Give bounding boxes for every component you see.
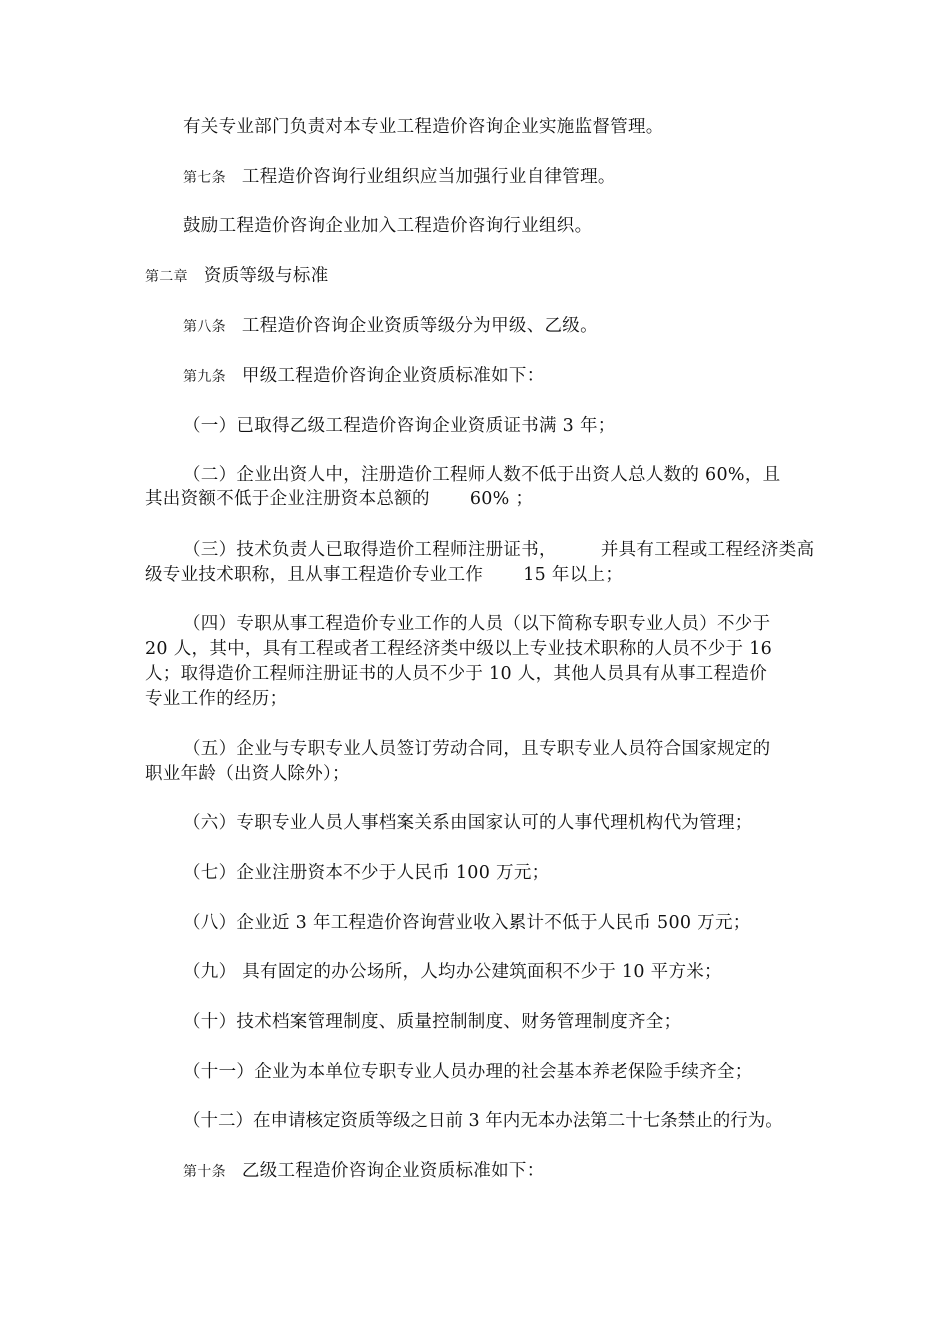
item-4-line-2 [145,637,772,661]
item-text: 人；取得造价工程师注册证书的人员不少于 10 人，其他人员具有从事工程造价 [145,664,767,684]
article-9 [183,364,545,389]
item-6 [183,811,753,835]
item-text: 专业工作的经历； [145,689,288,709]
paragraph-text: 鼓励工程造价咨询企业加入工程造价咨询行业组织。 [183,216,593,236]
item-7 [183,861,549,885]
item-2-line-2 [145,487,533,511]
item-10 [183,1010,681,1034]
item-text: （三）技术负责人已取得造价工程师注册证书， [183,540,557,560]
article-text: 甲级工程造价咨询企业资质标准如下： [241,366,545,386]
chapter-title: 资质等级与标准 [203,266,329,286]
item-8 [183,911,751,935]
item-text: （五）企业与专职专业人员签订劳动合同，且专职专业人员符合国家规定的 [183,739,771,759]
item-text: （十）技术档案管理制度、质量控制制度、财务管理制度齐全； [183,1012,682,1032]
item-9 [183,960,722,984]
item-11 [183,1060,753,1084]
article-7 [183,165,616,190]
item-4-line-1 [183,612,770,636]
item-3-line-1 [183,538,814,562]
item-text: （四）专职从事工程造价专业工作的人员（以下简称专职专业人员）不少于 [183,614,771,634]
item-4-line-3 [145,662,767,686]
item-1 [183,414,616,438]
item-text: 职业年龄（出资人除外）； [145,764,350,784]
item-text: （二）企业出资人中，注册造价工程师人数不低于出资人总人数的 60%，且 [183,465,781,485]
item-text: 20 人，其中，具有工程或者工程经济类中级以上专业技术职称的人员不少于 16 [145,639,773,659]
item-4-line-4 [145,687,287,711]
item-text: （九） 具有固定的办公场所，人均办公建筑面积不少于 10 平方米； [183,962,722,982]
item-text: 15 年以上； [523,565,624,585]
article-10 [183,1159,545,1184]
paragraph-supervision [183,115,664,139]
paragraph-text: 有关专业部门负责对本专业工程造价咨询企业实施监督管理。 [183,117,664,137]
chapter-label: 第二章 [145,269,188,285]
article-label: 第九条 [183,369,226,385]
article-label: 第七条 [183,170,226,186]
item-text: （七）企业注册资本不少于人民币 100 万元； [183,863,550,883]
item-5-line-2 [145,762,350,786]
paragraph-encourage [183,214,592,238]
item-3-line-2 [145,563,623,587]
article-text: 乙级工程造价咨询企业资质标准如下： [241,1161,545,1181]
item-text: （六）专职专业人员人事档案关系由国家认可的人事代理机构代为管理； [183,813,753,833]
chapter-2-heading [145,264,329,289]
item-text-percent: 60% ； [469,489,534,509]
article-text: 工程造价咨询企业资质等级分为甲级、乙级。 [241,316,598,336]
item-text: （十一）企业为本单位专职专业人员办理的社会基本养老保险手续齐全； [183,1062,753,1082]
item-12 [183,1109,783,1133]
item-text: （十二）在申请核定资质等级之日前 3 年内无本办法第二十七条禁止的行为。 [183,1111,783,1131]
article-text: 工程造价咨询行业组织应当加强行业自律管理。 [241,167,616,187]
article-label: 第十条 [183,1164,226,1180]
item-text: （一）已取得乙级工程造价咨询企业资质证书满 3 年； [183,416,616,436]
item-text: 其出资额不低于企业注册资本总额的 [145,489,430,509]
article-8 [183,314,598,339]
item-5-line-1 [183,737,770,761]
item-2-line-1 [183,463,780,487]
item-text: 并具有工程或工程经济类高 [600,540,815,560]
item-text: （八）企业近 3 年工程造价咨询营业收入累计不低于人民币 500 万元； [183,913,751,933]
item-text: 级专业技术职称，且从事工程造价专业工作 [145,565,484,585]
article-label: 第八条 [183,319,226,335]
